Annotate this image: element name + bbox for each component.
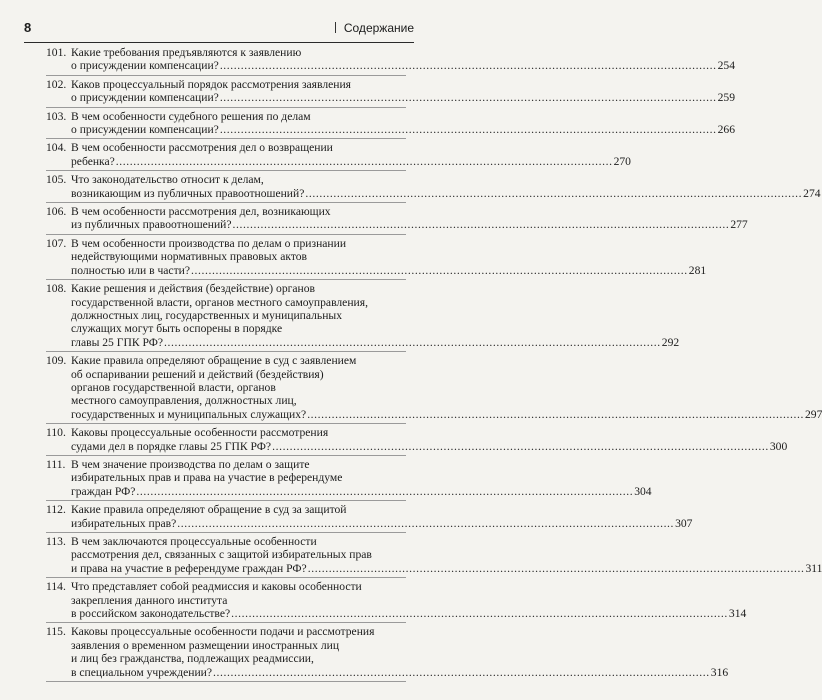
entry-title-line: В чем особенности судебного решения по делам bbox=[71, 109, 311, 123]
entry-number: 110. bbox=[46, 426, 66, 440]
entry-title-line: рассмотрения дел, связанных с защитой избирательных прав bbox=[71, 548, 372, 562]
dot-leader bbox=[213, 666, 710, 679]
toc-entry[interactable] bbox=[46, 578, 747, 623]
toc-entry[interactable] bbox=[46, 139, 631, 171]
entry-number: 108. bbox=[46, 282, 67, 296]
entry-title-line: В чем особенности производства по делам о признании bbox=[71, 236, 347, 250]
dot-leader bbox=[220, 123, 717, 136]
entry-title-line: Каковы процессуальные особенности подачи и рассмотрения bbox=[71, 625, 375, 639]
entry-last-line bbox=[71, 607, 746, 620]
entry-last-line bbox=[71, 485, 652, 498]
entry-title bbox=[68, 237, 706, 277]
toc-entry[interactable] bbox=[46, 456, 652, 501]
entry-title bbox=[68, 141, 631, 168]
toc-entry[interactable] bbox=[46, 44, 735, 76]
entry-title-line: Что представляет собой реадмиссия и каковы особенности bbox=[71, 580, 362, 594]
entry-title bbox=[68, 625, 728, 679]
dot-leader bbox=[164, 336, 661, 349]
entry-title-line: органов государственной власти, органов bbox=[71, 380, 276, 394]
entry-last-line bbox=[71, 218, 748, 231]
dot-leader bbox=[191, 264, 688, 277]
entry-title-line: и права на участие в референдуме граждан РФ? bbox=[71, 561, 307, 575]
entry-title-line: об оспаривании решений и действий (бездействия) bbox=[71, 367, 324, 381]
section-title: Содержание bbox=[343, 21, 414, 35]
toc-entry[interactable] bbox=[46, 533, 822, 578]
entry-last-line bbox=[71, 408, 822, 421]
entry-title-line: о присуждении компенсации? bbox=[71, 59, 219, 73]
toc-entry[interactable] bbox=[46, 501, 693, 533]
entry-last-line bbox=[71, 155, 631, 168]
entry-number: 106. bbox=[46, 205, 67, 219]
dot-leader bbox=[307, 408, 804, 421]
dot-leader bbox=[308, 562, 805, 575]
toc-entry[interactable] bbox=[46, 352, 822, 424]
entry-title-line: полностью или в части? bbox=[71, 263, 190, 277]
entry-title-line: закрепления данного института bbox=[71, 593, 228, 607]
entry-page-number: 274 bbox=[803, 186, 821, 200]
entry-title-line: должностных лиц, государственных и муниципальных bbox=[71, 308, 343, 322]
entry-number: 105. bbox=[46, 173, 67, 187]
entry-title-line: В чем заключаются процессуальные особенности bbox=[71, 535, 317, 548]
entry-title bbox=[68, 580, 746, 620]
entry-title-line: в российском законодательстве? bbox=[71, 607, 231, 621]
dot-leader bbox=[136, 485, 633, 498]
entry-title-line: граждан РФ? bbox=[71, 484, 136, 498]
entry-number: 111. bbox=[46, 457, 66, 471]
entry-title-line: недействующими нормативных правовых актов bbox=[71, 250, 308, 264]
entry-last-line bbox=[71, 59, 735, 72]
entry-title-line: о присуждении компенсации? bbox=[71, 123, 219, 137]
entry-title-line: Каковы процессуальные особенности рассмотрения bbox=[71, 426, 329, 440]
entry-title bbox=[68, 110, 735, 137]
entry-title-line: судами дел в порядке главы 25 ГПК РФ? bbox=[71, 439, 272, 453]
toc-entry[interactable] bbox=[46, 424, 788, 456]
entry-title-line: В чем особенности рассмотрения дел о возвращении bbox=[71, 141, 333, 155]
entry-title-line: Какие требования предъявляются к заявлению bbox=[71, 46, 302, 59]
entry-number: 103. bbox=[46, 109, 67, 123]
entry-title bbox=[68, 46, 735, 73]
entry-last-line bbox=[71, 264, 706, 277]
dot-leader bbox=[116, 155, 613, 168]
entry-last-line bbox=[71, 666, 728, 679]
entry-page-number: 270 bbox=[613, 154, 631, 168]
entry-title bbox=[68, 354, 822, 421]
entry-last-line bbox=[71, 91, 735, 104]
entry-last-line bbox=[71, 562, 822, 575]
entry-last-line bbox=[71, 440, 787, 453]
entry-title-line: Какие решения и действия (бездействие) органов bbox=[71, 282, 316, 296]
toc-entry[interactable] bbox=[46, 171, 821, 203]
entry-last-line bbox=[71, 517, 692, 530]
entry-title-line: Какие правила определяют обращение в суд с заявлением bbox=[71, 354, 357, 368]
entry-number: 102. bbox=[46, 77, 67, 91]
entry-title bbox=[68, 205, 748, 232]
entry-title-line: местного самоуправления, должностных лиц, bbox=[71, 394, 297, 408]
page-header bbox=[24, 18, 414, 38]
entry-page-number: 316 bbox=[710, 665, 729, 679]
entry-title-line: Какие правила определяют обращение в суд за защитой bbox=[71, 503, 347, 517]
entry-title-line: избирательных прав? bbox=[71, 516, 177, 530]
entry-page-number: 254 bbox=[717, 59, 735, 73]
entry-title-line: о присуждении компенсации? bbox=[71, 91, 219, 105]
entry-title-line: главы 25 ГПК РФ? bbox=[71, 335, 164, 349]
toc-entry[interactable] bbox=[46, 108, 735, 140]
entry-number: 101. bbox=[46, 46, 67, 59]
entry-number: 112. bbox=[46, 503, 66, 517]
entry-last-line bbox=[71, 187, 821, 200]
dot-leader bbox=[220, 59, 717, 72]
entry-title-line: государственных и муниципальных служащих? bbox=[71, 407, 307, 421]
dot-leader bbox=[220, 91, 717, 104]
entry-page-number: 307 bbox=[675, 516, 693, 530]
dot-leader bbox=[233, 218, 730, 231]
entry-title bbox=[68, 458, 652, 498]
entry-number: 114. bbox=[46, 580, 66, 594]
dot-leader bbox=[177, 517, 674, 530]
entry-title bbox=[68, 535, 822, 575]
entry-number: 109. bbox=[46, 354, 67, 368]
entry-title bbox=[68, 173, 821, 200]
entry-page-number: 259 bbox=[717, 91, 735, 105]
entry-title-line: возникающим из публичных правоотношений? bbox=[71, 186, 305, 200]
entry-title-line: В чем особенности рассмотрения дел, возникающих bbox=[71, 205, 331, 219]
entry-page-number: 314 bbox=[728, 607, 747, 621]
header-tick-mark bbox=[335, 22, 336, 33]
entry-page-number: 277 bbox=[730, 218, 748, 232]
toc-entry[interactable] bbox=[46, 623, 729, 682]
entry-title-line: из публичных правоотношений? bbox=[71, 218, 232, 232]
entry-title-line: государственной власти, органов местного самоуправления, bbox=[71, 295, 368, 309]
toc-entry[interactable] bbox=[46, 203, 748, 235]
entry-title-line: в специальном учреждении? bbox=[71, 665, 212, 679]
entry-title-line: ребенка? bbox=[71, 154, 115, 168]
toc-entry[interactable] bbox=[46, 76, 735, 108]
entry-page-number: 281 bbox=[688, 263, 707, 277]
entry-title-line: заявления о временном размещении иностранных лиц bbox=[71, 638, 340, 652]
entry-number: 113. bbox=[46, 535, 66, 548]
entry-title-line: избирательных прав и права на участие в референдуме bbox=[71, 471, 343, 485]
entry-title bbox=[68, 503, 692, 530]
entry-page-number: 311 bbox=[805, 561, 822, 575]
dot-leader bbox=[231, 607, 728, 620]
dot-leader bbox=[305, 187, 802, 200]
entry-title-line: и лиц без гражданства, подлежащих реадмиссии, bbox=[71, 652, 314, 666]
table-of-contents bbox=[46, 44, 822, 696]
entry-number: 115. bbox=[46, 625, 66, 639]
entry-title-line: Каков процессуальный порядок рассмотрения заявления bbox=[71, 77, 351, 91]
entry-title-line: В чем значение производства по делам о защите bbox=[71, 457, 310, 471]
entry-title-line: Что законодательство относит к делам, bbox=[71, 173, 264, 187]
entry-page-number: 297 bbox=[804, 407, 822, 421]
header-rule bbox=[24, 42, 414, 43]
entry-page-number: 266 bbox=[717, 123, 735, 137]
dot-leader bbox=[272, 440, 769, 453]
entry-last-line bbox=[71, 336, 679, 349]
entry-title bbox=[68, 426, 787, 453]
entry-title-line: служащих могут быть оспорены в порядке bbox=[71, 322, 283, 336]
entry-last-line bbox=[71, 123, 735, 136]
entry-page-number: 300 bbox=[769, 439, 788, 453]
entry-number: 104. bbox=[46, 141, 67, 155]
page-number: 8 bbox=[24, 20, 32, 35]
entry-title bbox=[68, 78, 735, 105]
entry-number: 107. bbox=[46, 236, 67, 250]
entry-title bbox=[68, 282, 679, 349]
entry-page-number: 292 bbox=[661, 335, 680, 349]
toc-entry[interactable] bbox=[46, 235, 707, 280]
entry-page-number: 304 bbox=[634, 484, 652, 498]
toc-entry[interactable] bbox=[46, 280, 680, 352]
